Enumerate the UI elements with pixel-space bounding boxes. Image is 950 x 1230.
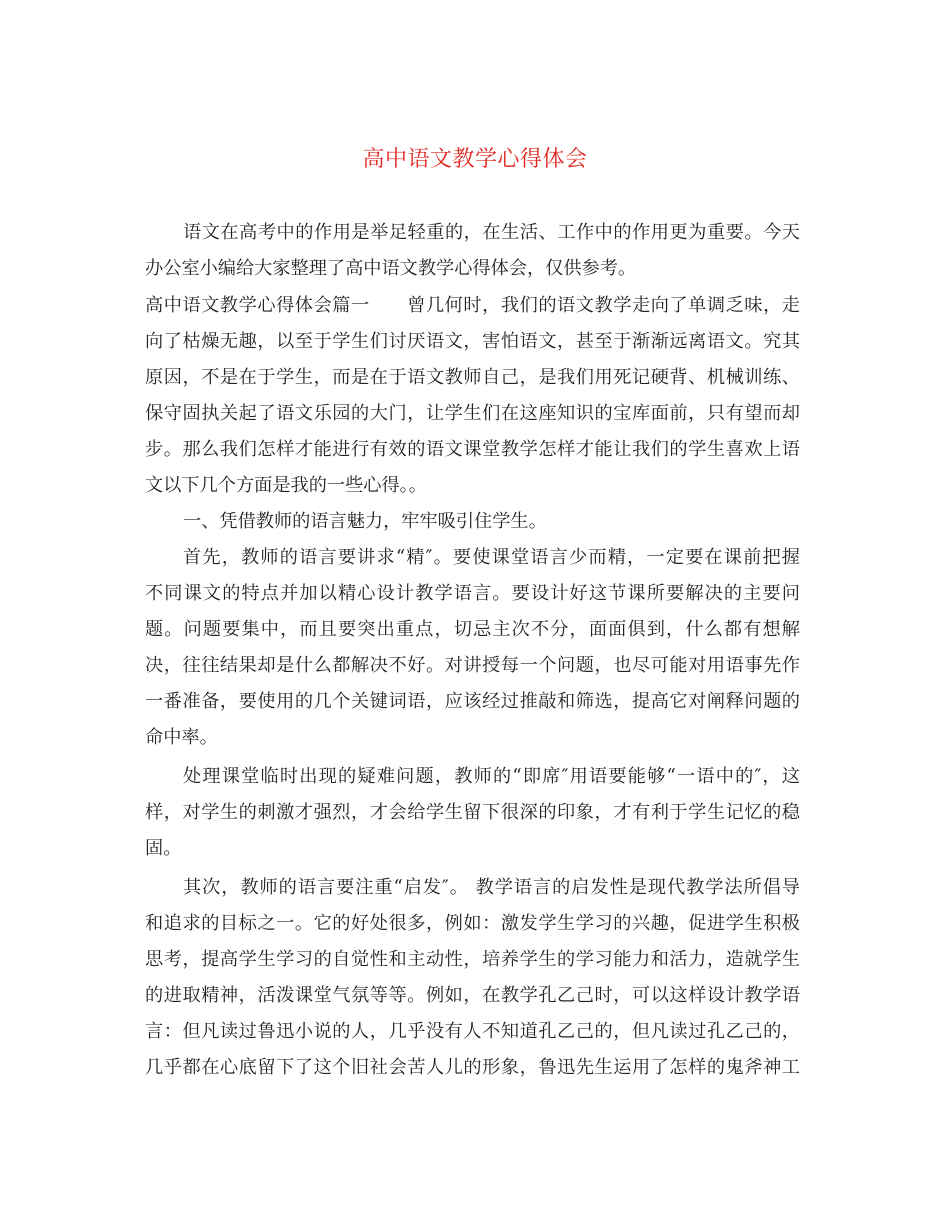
- text-line: 和追求的目标之一。它的好处很多，例如：激发学生学习的兴趣，促进学生积极: [145, 913, 800, 934]
- text-line: 几乎都在心底留下了这个旧社会苦人儿的形象，鲁迅先生运用了怎样的鬼斧神工: [145, 1057, 800, 1078]
- text-line: 言：但凡读过鲁迅小说的人，几乎没有人不知道孔乙己的，但凡读过孔乙己的，: [145, 1021, 800, 1042]
- text-line: 的进取精神，活泼课堂气氛等等。例如，在教学孔乙己时，可以这样设计教学语: [145, 985, 800, 1006]
- document-title: 高中语文教学心得体会: [362, 147, 588, 172]
- text-line: 步。那么我们怎样才能进行有效的语文课堂教学怎样才能让我们的学生喜欢上语: [145, 439, 800, 460]
- section-heading: 一、凭借教师的语言魅力，牢牢吸引住学生。: [183, 511, 547, 532]
- text-line: 样，对学生的刺激才强烈，才会给学生留下很深的印象，才有利于学生记忆的稳: [145, 802, 800, 823]
- text-line: 一番准备，要使用的几个关键词语，应该经过推敲和筛选，提高它对阐释问题的: [145, 691, 800, 712]
- text-line: 办公室小编给大家整理了高中语文教学心得体会，仅供参考。: [145, 258, 637, 279]
- text-line: 保守固执关起了语文乐园的大门，让学生们在这座知识的宝库面前，只有望而却: [145, 403, 800, 424]
- text-line: 处理课堂临时出现的疑难问题，教师的“即席″用语要能够“一语中的″，这: [183, 766, 800, 787]
- text-line: 不同课文的特点并加以精心设计教学语言。要设计好这节课所要解决的主要问: [145, 583, 800, 604]
- text-line: 文以下几个方面是我的一些心得。。: [145, 475, 427, 496]
- text-line: 题。问题要集中，而且要突出重点，切忌主次不分，面面俱到，什么都有想解: [145, 619, 800, 640]
- text-line: 向了枯燥无趣，以至于学生们讨厌语文，害怕语文，甚至于渐渐远离语文。究其: [145, 331, 800, 352]
- text-line: 高中语文教学心得体会篇一 曾几何时，我们的语文教学走向了单调乏味，走: [145, 295, 800, 316]
- text-line: 原因，不是在于学生，而是在于语文教师自己，是我们用死记硬背、机械训练、: [145, 367, 800, 388]
- text-line: 首先，教师的语言要讲求“精″。要使课堂语言少而精，一定要在课前把握: [183, 547, 800, 568]
- text-line: 其次，教师的语言要注重“启发″。 教学语言的启发性是现代教学法所倡导: [183, 877, 800, 898]
- text-line: 语文在高考中的作用是举足轻重的，在生活、工作中的作用更为重要。今天: [183, 222, 800, 243]
- text-line: 决，往往结果却是什么都解决不好。对讲授每一个问题，也尽可能对用语事先作: [145, 655, 800, 676]
- text-line: 固。: [145, 838, 182, 859]
- text-line: 命中率。: [145, 727, 218, 748]
- text-line: 思考，提高学生学习的自觉性和主动性，培养学生的学习能力和活力，造就学生: [145, 949, 800, 970]
